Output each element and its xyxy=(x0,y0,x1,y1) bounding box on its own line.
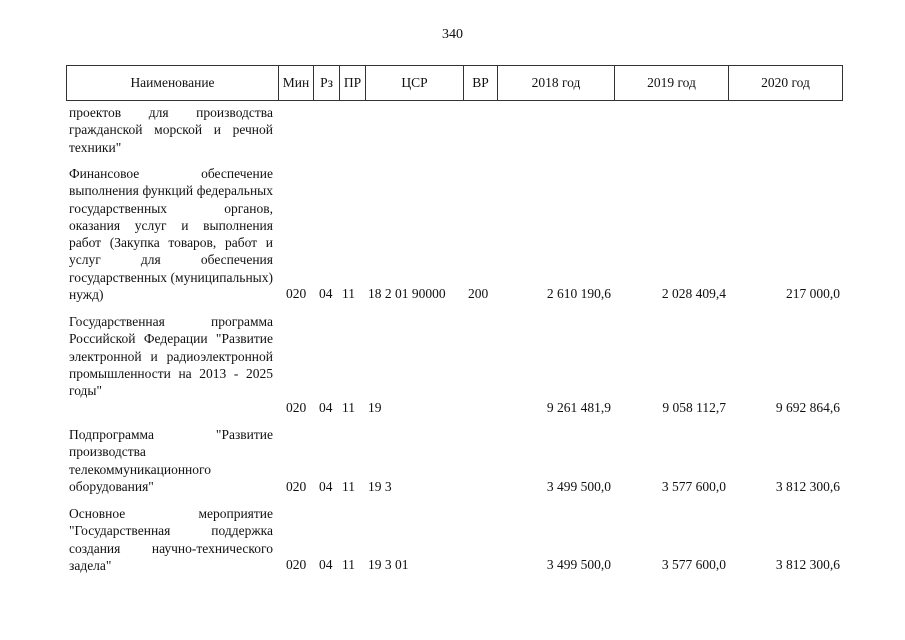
table-cell-rz: 04 xyxy=(319,479,333,494)
table-cell-2020: 3 812 300,6 xyxy=(775,557,840,572)
table-cell-min: 020 xyxy=(286,286,307,301)
table-cell-csr: 19 xyxy=(368,400,382,415)
table-cell-csr: 19 3 01 xyxy=(368,557,409,572)
table-cell-pr: 11 xyxy=(342,557,355,572)
table-cell-csr: 19 3 xyxy=(368,479,392,494)
table-cell-pr: 11 xyxy=(342,400,355,415)
table-cell-csr: 18 2 01 90000 xyxy=(368,286,446,301)
column-header-min: Мин xyxy=(278,66,313,100)
column-header-vr: ВР xyxy=(463,66,497,100)
table-row-name: Основное мероприятие "Государственная поддержка создания научно-технического задела" xyxy=(69,506,273,573)
table-cell-2020: 217 000,0 xyxy=(786,286,840,301)
column-header-2018: 2018 год xyxy=(497,66,614,100)
table-row-name: Финансовое обеспечение выполнения функций федеральных государственных органов, оказания услуг и выполнения работ (Закупка товаров, работ и услуг для обеспечения государственных (муниципальных) нужд) xyxy=(69,166,273,303)
table-cell-2018: 3 499 500,0 xyxy=(546,479,611,494)
page-number: 340 xyxy=(442,27,463,42)
table-header xyxy=(66,65,843,101)
table-cell-min: 020 xyxy=(286,400,307,415)
table-row-name: проектов для производства гражданской морской и речной техники" xyxy=(69,105,273,155)
table-cell-min: 020 xyxy=(286,479,307,494)
table-cell-2018: 3 499 500,0 xyxy=(546,557,611,572)
table-cell-2018: 2 610 190,6 xyxy=(546,286,611,301)
column-header-rz: Рз xyxy=(313,66,339,100)
table-row-name: Государственная программа Российской Федерации "Развитие электронной и радиоэлектронной промышленности на 2013 - 2025 годы" xyxy=(69,314,273,399)
table-cell-2020: 3 812 300,6 xyxy=(775,479,840,494)
table-cell-2018: 9 261 481,9 xyxy=(546,400,611,415)
column-header-name: Наименование xyxy=(130,75,215,90)
table-row-name: Подпрограмма "Развитие производства телекоммуникационного оборудования" xyxy=(69,427,273,494)
column-header-pr: ПР xyxy=(339,66,365,100)
table-cell-rz: 04 xyxy=(319,557,333,572)
table-cell-vr: 200 xyxy=(468,286,489,301)
table-cell-2019: 9 058 112,7 xyxy=(662,400,726,415)
table-cell-2019: 3 577 600,0 xyxy=(661,557,726,572)
table-cell-pr: 11 xyxy=(342,479,355,494)
table-cell-rz: 04 xyxy=(319,286,333,301)
column-header-csr: ЦСР xyxy=(365,66,463,100)
table-cell-2019: 3 577 600,0 xyxy=(661,479,726,494)
table-cell-2019: 2 028 409,4 xyxy=(661,286,726,301)
table-cell-rz: 04 xyxy=(319,400,333,415)
table-cell-pr: 11 xyxy=(342,286,355,301)
table-cell-min: 020 xyxy=(286,557,307,572)
column-header-2019: 2019 год xyxy=(614,66,728,100)
table-cell-2020: 9 692 864,6 xyxy=(775,400,840,415)
column-header-2020: 2020 год xyxy=(728,66,842,100)
